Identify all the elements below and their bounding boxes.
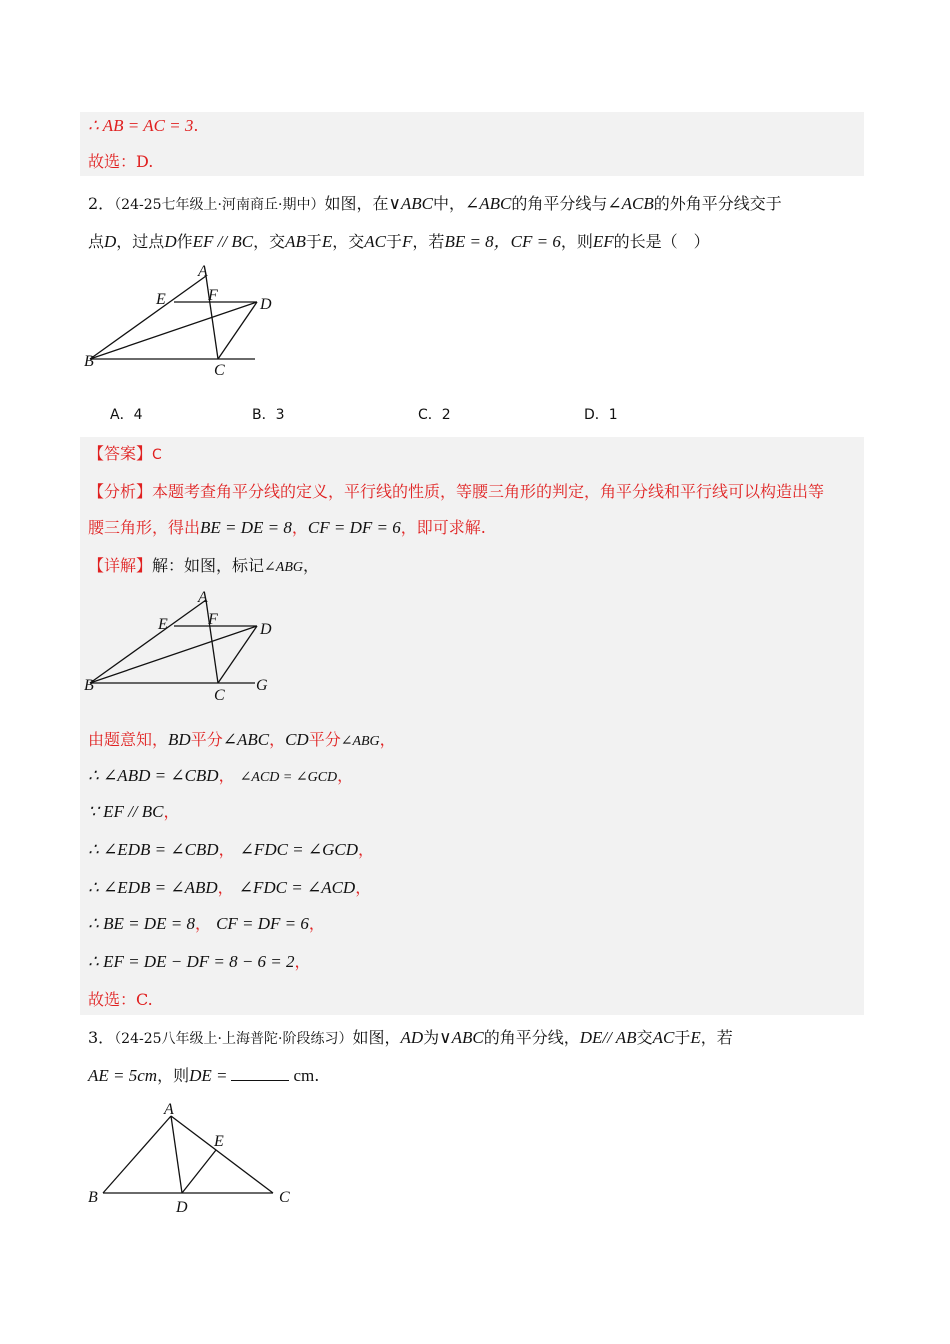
q3-label-d: D bbox=[176, 1199, 188, 1216]
q2-label-b: B bbox=[84, 353, 94, 370]
sol2-label-b: B bbox=[84, 677, 94, 694]
q2-label-c: C bbox=[214, 362, 225, 379]
q2-label-d: D bbox=[260, 296, 272, 313]
step-7: ∴ EF = DE − DF = 8 − 6 = 2， bbox=[88, 952, 311, 971]
q2-option-d[interactable]: D．1 bbox=[584, 407, 618, 423]
q2-label-f: F bbox=[208, 287, 218, 304]
q3-label-c: C bbox=[279, 1189, 290, 1206]
sol2-label-d: D bbox=[260, 621, 272, 638]
answer-line: 【答案】C bbox=[88, 444, 162, 463]
q3-line1: 3．（24-25八年级上·上海普陀·阶段练习）如图，AD为∨ABC的角平分线，DE// AB交AC于E，若 bbox=[88, 1028, 733, 1047]
prev-conclusion: ∴ AB = AC = 3. bbox=[88, 116, 199, 135]
q2-line2: 点D，过点D作EF // BC，交AB于E，交AC于F，若BE = 8，CF = 6，则EF的长是（ ） bbox=[88, 232, 710, 251]
solution2-figure bbox=[80, 586, 290, 704]
q3-figure bbox=[80, 1094, 310, 1220]
step-2: ∴ ∠ABD = ∠CBD， ∠ACD = ∠GCD， bbox=[88, 766, 354, 785]
q3-label-a: A bbox=[164, 1101, 174, 1118]
q2-figure bbox=[80, 262, 280, 382]
q2-label-a: A bbox=[198, 263, 208, 280]
analysis-line1: 【分析】本题考查角平分线的定义，平行线的性质，等腰三角形的判定，角平分线和平行线可以构造出等 bbox=[88, 482, 825, 501]
q2-label-e: E bbox=[156, 291, 166, 308]
step-5: ∴ ∠EDB = ∠ABD， ∠FDC = ∠ACD， bbox=[88, 878, 372, 897]
sol2-label-g: G bbox=[256, 677, 268, 694]
prev-answer: 故选：D. bbox=[88, 152, 154, 171]
step-3: ∵ EF // BC， bbox=[88, 802, 180, 821]
sol2-label-a: A bbox=[198, 589, 208, 606]
q2-option-b[interactable]: B．3 bbox=[252, 407, 285, 423]
detail-line: 【详解】解：如图，标记∠ABG， bbox=[88, 556, 319, 575]
analysis-line2: 腰三角形，得出BE = DE = 8，CF = DF = 6，即可求解. bbox=[88, 518, 486, 537]
solution2-answer: 故选：C. bbox=[88, 990, 153, 1009]
q2-option-c[interactable]: C．2 bbox=[418, 407, 451, 423]
step-4: ∴ ∠EDB = ∠CBD， ∠FDC = ∠GCD， bbox=[88, 840, 375, 859]
q2-option-a[interactable]: A．4 bbox=[110, 407, 143, 423]
q3-label-b: B bbox=[88, 1189, 98, 1206]
q2-line1: 2．（24-25七年级上·河南商丘·期中）如图，在∨ABC中，∠ABC的角平分线与∠ACB的外角平分线交于 bbox=[88, 194, 782, 213]
sol2-label-e: E bbox=[158, 616, 168, 633]
step-6: ∴ BE = DE = 8， CF = DF = 6， bbox=[88, 914, 325, 933]
answer-blank[interactable] bbox=[231, 1066, 289, 1081]
sol2-label-f: F bbox=[208, 611, 218, 628]
q3-line2: AE = 5cm，则DE = cm. bbox=[88, 1066, 320, 1085]
step-1: 由题意知，BD平分∠ABC，CD平分∠ABG， bbox=[88, 730, 396, 749]
sol2-label-c: C bbox=[214, 687, 225, 704]
q3-label-e: E bbox=[214, 1133, 224, 1150]
